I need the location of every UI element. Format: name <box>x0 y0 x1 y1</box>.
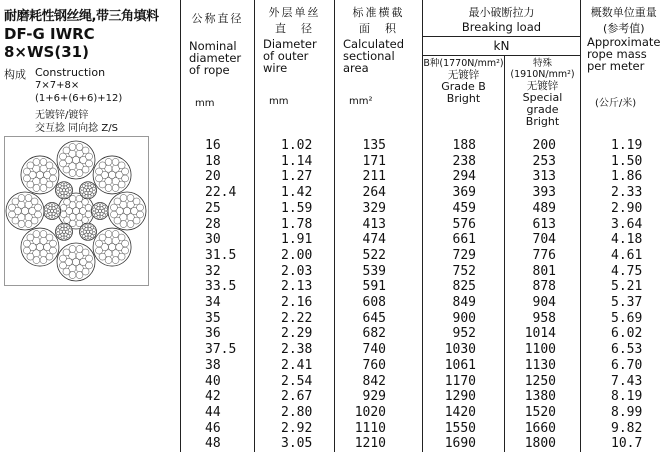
header-mass-unit: (公斤/米) <box>595 98 637 109</box>
construction-label-cn: 构成 <box>4 68 26 81</box>
cell-area: 608 <box>335 295 423 311</box>
table-row <box>181 264 666 280</box>
cell-diameter: 18 <box>181 154 255 170</box>
cell-outer-wire: 2.41 <box>255 358 335 374</box>
cell-grade-b-load: 238 <box>423 154 505 170</box>
cell-diameter: 22.4 <box>181 185 255 201</box>
cell-grade-b-load: 1690 <box>423 436 505 452</box>
header-special-en: Bright <box>525 115 560 128</box>
cell-diameter: 28 <box>181 217 255 233</box>
cell-area: 539 <box>335 264 423 280</box>
table-row <box>181 232 666 248</box>
cell-area: 645 <box>335 311 423 327</box>
product-panel <box>0 0 178 454</box>
cell-mass: 2.90 <box>581 201 666 217</box>
rope-cross-section-image <box>4 136 149 286</box>
construction-line: 交互捻 同向捻 Z/S <box>35 123 118 134</box>
cell-grade-b-load: 900 <box>423 311 505 327</box>
cell-outer-wire: 2.13 <box>255 279 335 295</box>
header-grade-b-cn: 无镀锌 <box>447 69 480 81</box>
cell-special-load: 704 <box>505 232 581 248</box>
cell-diameter: 31.5 <box>181 248 255 264</box>
cell-diameter: 48 <box>181 436 255 452</box>
table-row <box>181 389 666 405</box>
cell-grade-b-load: 576 <box>423 217 505 233</box>
cell-mass: 9.82 <box>581 421 666 437</box>
cell-diameter: 40 <box>181 374 255 390</box>
cell-mass: 6.02 <box>581 326 666 342</box>
header-outer-wire-en: of outer <box>263 49 309 63</box>
cell-outer-wire: 1.14 <box>255 154 335 170</box>
header-grade-b-en: Grade B <box>441 80 486 93</box>
table-body <box>181 128 666 452</box>
header-breaking-en: Breaking load <box>461 20 542 34</box>
header-grade-b-spec: B种(1770N/mm²) <box>423 58 504 69</box>
cell-special-load: 776 <box>505 248 581 264</box>
cell-special-load: 904 <box>505 295 581 311</box>
header-outer-wire-cn: 外层单丝 <box>268 6 321 19</box>
cell-diameter: 35 <box>181 311 255 327</box>
cell-special-load: 1520 <box>505 405 581 421</box>
cell-special-load: 489 <box>505 201 581 217</box>
header-mass-cn: (参考值) <box>602 22 645 35</box>
header-mass-cn: 概数单位重量 <box>590 6 657 19</box>
cell-grade-b-load: 752 <box>423 264 505 280</box>
header-area-cn: 面 积 <box>359 22 398 35</box>
header-mass-en: Approximate <box>587 35 661 49</box>
cell-mass: 6.53 <box>581 342 666 358</box>
table-row <box>181 311 666 327</box>
header-special-cn: 无镀锌 <box>526 80 559 92</box>
cell-special-load: 1800 <box>505 436 581 452</box>
header-outer-wire-en: Diameter <box>263 37 317 51</box>
construction-label-en: Construction <box>35 66 106 79</box>
header-breaking-unit: kN <box>423 36 580 56</box>
specification-table-container <box>180 0 666 454</box>
cell-diameter: 33.5 <box>181 279 255 295</box>
cell-mass: 5.69 <box>581 311 666 327</box>
cell-diameter: 30 <box>181 232 255 248</box>
cell-area: 1020 <box>335 405 423 421</box>
product-title-cn: 耐磨耗性钢丝绳,带三角填料 <box>4 9 159 24</box>
cell-special-load: 200 <box>505 138 581 154</box>
table-row <box>181 201 666 217</box>
cell-area: 522 <box>335 248 423 264</box>
table-row <box>181 342 666 358</box>
cell-grade-b-load: 188 <box>423 138 505 154</box>
table-row <box>181 421 666 437</box>
table-row <box>181 295 666 311</box>
cell-area: 264 <box>335 185 423 201</box>
table-row <box>181 169 666 185</box>
cell-outer-wire: 2.80 <box>255 405 335 421</box>
cell-mass: 4.18 <box>581 232 666 248</box>
header-diameter-en: Nominal <box>189 39 237 53</box>
cell-special-load: 878 <box>505 279 581 295</box>
cell-diameter: 20 <box>181 169 255 185</box>
cell-mass: 1.86 <box>581 169 666 185</box>
table-row <box>181 138 666 154</box>
header-grade-b-en: Bright <box>446 92 481 105</box>
cell-diameter: 44 <box>181 405 255 421</box>
cell-area: 591 <box>335 279 423 295</box>
table-row <box>181 326 666 342</box>
cell-mass: 6.70 <box>581 358 666 374</box>
cell-diameter: 46 <box>181 421 255 437</box>
header-diameter <box>181 0 255 128</box>
cell-mass: 8.19 <box>581 389 666 405</box>
cell-area: 1110 <box>335 421 423 437</box>
cell-diameter: 32 <box>181 264 255 280</box>
cell-area: 929 <box>335 389 423 405</box>
cell-outer-wire: 1.91 <box>255 232 335 248</box>
header-area-en: Calculated <box>343 37 405 51</box>
table-row <box>181 248 666 264</box>
cell-diameter: 38 <box>181 358 255 374</box>
header-outer-wire <box>255 0 335 128</box>
table-row <box>181 358 666 374</box>
header-special-grade <box>504 56 580 128</box>
cell-special-load: 801 <box>505 264 581 280</box>
cell-grade-b-load: 729 <box>423 248 505 264</box>
cell-outer-wire: 1.78 <box>255 217 335 233</box>
cell-special-load: 1014 <box>505 326 581 342</box>
header-diameter-cn: 公称直径 <box>191 12 244 25</box>
cell-mass: 1.19 <box>581 138 666 154</box>
cell-grade-b-load: 459 <box>423 201 505 217</box>
header-area-unit: mm² <box>349 96 373 107</box>
cell-area: 413 <box>335 217 423 233</box>
cell-outer-wire: 2.16 <box>255 295 335 311</box>
header-area-cn: 标准横截 <box>352 6 405 19</box>
header-area-en: area <box>343 61 369 75</box>
cell-area: 329 <box>335 201 423 217</box>
cell-area: 740 <box>335 342 423 358</box>
cell-grade-b-load: 661 <box>423 232 505 248</box>
cell-mass: 5.21 <box>581 279 666 295</box>
cell-area: 760 <box>335 358 423 374</box>
cell-mass: 8.99 <box>581 405 666 421</box>
cell-grade-b-load: 369 <box>423 185 505 201</box>
header-grade-b <box>423 56 504 128</box>
table-row <box>181 154 666 170</box>
cell-special-load: 1380 <box>505 389 581 405</box>
cell-special-load: 613 <box>505 217 581 233</box>
header-diameter-en: of rope <box>189 63 230 77</box>
cell-outer-wire: 2.54 <box>255 374 335 390</box>
cell-outer-wire: 2.67 <box>255 389 335 405</box>
cell-outer-wire: 1.27 <box>255 169 335 185</box>
header-diameter-unit: mm <box>195 98 215 109</box>
cell-special-load: 1250 <box>505 374 581 390</box>
header-mass <box>581 0 666 128</box>
cell-diameter: 42 <box>181 389 255 405</box>
cell-diameter: 16 <box>181 138 255 154</box>
header-outer-wire-unit: mm <box>269 96 289 107</box>
header-diameter-en: diameter <box>189 51 242 65</box>
header-area-en: sectional <box>343 49 395 63</box>
cell-outer-wire: 2.00 <box>255 248 335 264</box>
cell-diameter: 34 <box>181 295 255 311</box>
cell-mass: 4.61 <box>581 248 666 264</box>
header-mass-en: rope mass <box>587 47 647 61</box>
cell-special-load: 253 <box>505 154 581 170</box>
cell-special-load: 1130 <box>505 358 581 374</box>
cell-mass: 10.7 <box>581 436 666 452</box>
header-area <box>335 0 423 128</box>
cell-special-load: 313 <box>505 169 581 185</box>
header-special-spec: 特殊(1910N/mm²) <box>510 58 575 80</box>
product-code: DF-G IWRC 8×WS(31) <box>4 25 95 61</box>
cell-mass: 7.43 <box>581 374 666 390</box>
table-row <box>181 185 666 201</box>
cell-mass: 1.50 <box>581 154 666 170</box>
cell-special-load: 1100 <box>505 342 581 358</box>
cell-outer-wire: 2.38 <box>255 342 335 358</box>
header-mass-en: per meter <box>587 59 645 73</box>
header-breaking-cn: 最小破断拉力 <box>468 6 535 19</box>
cell-area: 211 <box>335 169 423 185</box>
cell-outer-wire: 1.02 <box>255 138 335 154</box>
cell-grade-b-load: 1170 <box>423 374 505 390</box>
table-row <box>181 436 666 452</box>
cell-mass: 3.64 <box>581 217 666 233</box>
cell-diameter: 36 <box>181 326 255 342</box>
cell-grade-b-load: 1420 <box>423 405 505 421</box>
cell-mass: 2.33 <box>581 185 666 201</box>
table-row <box>181 217 666 233</box>
cell-mass: 5.37 <box>581 295 666 311</box>
cell-outer-wire: 1.42 <box>255 185 335 201</box>
cell-outer-wire: 2.22 <box>255 311 335 327</box>
cell-grade-b-load: 1290 <box>423 389 505 405</box>
cell-area: 135 <box>335 138 423 154</box>
cell-area: 682 <box>335 326 423 342</box>
table-row <box>181 374 666 390</box>
cell-special-load: 393 <box>505 185 581 201</box>
construction-line: (1+6+(6+6)+12) <box>35 93 123 104</box>
cell-area: 474 <box>335 232 423 248</box>
cell-special-load: 958 <box>505 311 581 327</box>
cell-mass: 4.75 <box>581 264 666 280</box>
cell-area: 842 <box>335 374 423 390</box>
table-row <box>181 405 666 421</box>
cell-grade-b-load: 1550 <box>423 421 505 437</box>
cell-grade-b-load: 1030 <box>423 342 505 358</box>
construction-line: 7×7+8× <box>35 80 80 91</box>
table-row <box>181 279 666 295</box>
cell-special-load: 1660 <box>505 421 581 437</box>
cell-outer-wire: 2.03 <box>255 264 335 280</box>
construction-line: 无镀锌/镀锌 <box>35 110 89 121</box>
specification-table <box>180 0 666 452</box>
cell-grade-b-load: 825 <box>423 279 505 295</box>
cell-diameter: 37.5 <box>181 342 255 358</box>
cell-diameter: 25 <box>181 201 255 217</box>
cell-outer-wire: 2.92 <box>255 421 335 437</box>
cell-outer-wire: 2.29 <box>255 326 335 342</box>
cell-area: 171 <box>335 154 423 170</box>
header-breaking-load <box>423 0 581 128</box>
spacer-row <box>181 128 666 138</box>
cell-grade-b-load: 952 <box>423 326 505 342</box>
cell-grade-b-load: 849 <box>423 295 505 311</box>
header-outer-wire-en: wire <box>263 61 288 75</box>
cell-outer-wire: 3.05 <box>255 436 335 452</box>
cell-outer-wire: 1.59 <box>255 201 335 217</box>
header-outer-wire-cn: 直 径 <box>275 22 314 35</box>
cell-grade-b-load: 1061 <box>423 358 505 374</box>
header-special-en: Special grade <box>522 91 563 116</box>
cell-grade-b-load: 294 <box>423 169 505 185</box>
cell-area: 1210 <box>335 436 423 452</box>
